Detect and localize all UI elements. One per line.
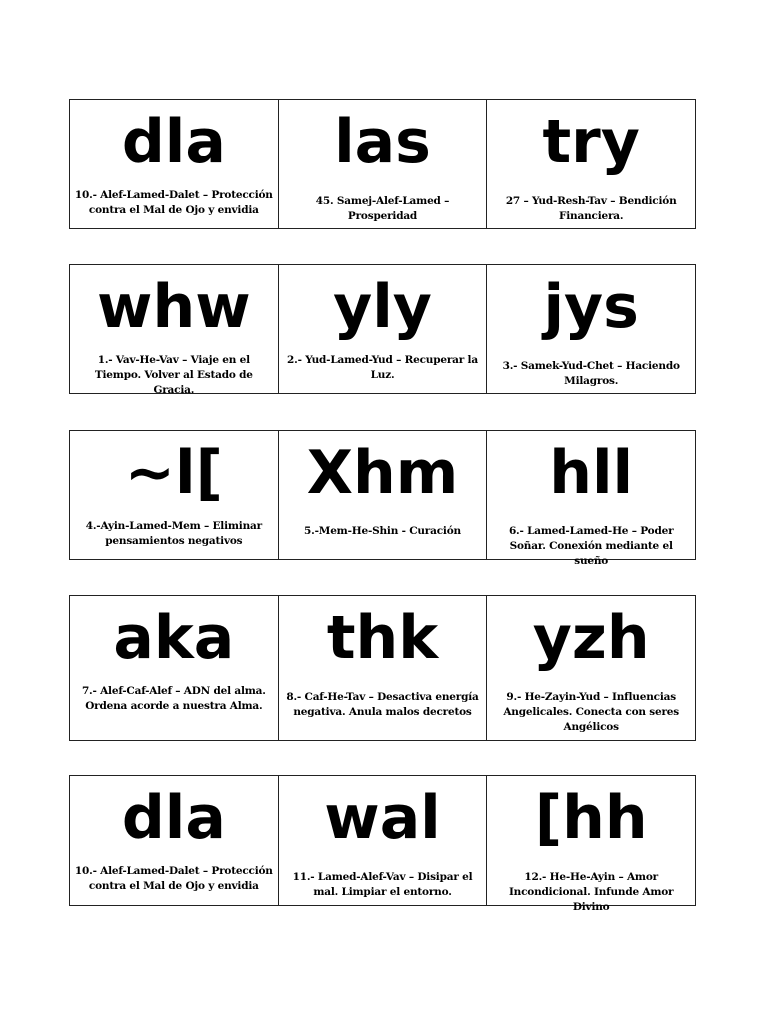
card-row-3 [69,430,696,567]
name-card [487,776,695,913]
card-letters: thk [326,603,439,673]
card-description: 27 – Yud-Resh-Tav – Bendición Financiera. [505,195,677,222]
name-card [70,776,279,905]
card-letters: las [334,107,431,177]
card-description: 45. Samej-Alef-Lamed – Prosperidad [315,195,450,222]
card-letters: whw [97,272,251,342]
card-description: 3.- Samek-Yud-Chet – Haciendo Milagros. [502,360,680,387]
card-description: 9.- He-Zayin-Yud – Influencias Angelicales. Conecta con seres Angélicos [503,691,679,733]
card-row-2 [69,264,696,394]
card-letters: dla [121,107,226,177]
name-card [487,265,695,393]
card-description: 10.- Alef-Lamed-Dalet – Protección contra el Mal de Ojo y envidia [74,189,273,216]
name-card [70,265,279,396]
card-description: 4.-Ayin-Lamed-Mem – Eliminar pensamientos negativos [85,520,262,547]
name-card [279,596,488,740]
card-description: 12.- He-He-Ayin – Amor Incondicional. Infunde Amor Divino [508,871,674,913]
card-description: 7.- Alef-Caf-Alef – ADN del alma. Ordena acorde a nuestra Alma. [81,685,266,712]
card-description: 10.- Alef-Lamed-Dalet – Protección contra el Mal de Ojo y envidia [74,865,273,892]
card-letters: yzh [532,603,650,673]
name-card [279,776,488,905]
card-letters: try [542,107,640,177]
name-card [279,431,488,559]
name-card [279,265,488,393]
card-letters: hll [549,438,634,508]
name-card [487,431,695,567]
card-letters: jys [543,272,639,342]
card-description: 1.- Vav-He-Vav – Viaje en el Tiempo. Volver al Estado de Gracia. [94,354,253,396]
card-description: 5.-Mem-He-Shin - Curación [304,525,461,537]
card-row-1 [69,99,696,229]
card-row-5 [69,775,696,913]
card-description: 2.- Yud-Lamed-Yud – Recuperar la Luz. [287,354,478,381]
card-description: 11.- Lamed-Alef-Vav – Disipar el mal. Limpiar el entorno. [292,871,473,898]
card-description: 6.- Lamed-Lamed-He – Poder Soñar. Conexión mediante el sueño [508,525,674,567]
card-letters: aka [113,603,235,673]
name-card [279,100,488,228]
name-card [487,596,695,740]
name-card [70,596,279,740]
card-row-4 [69,595,696,741]
card-letters: ~l[ [124,438,223,508]
card-letters: wal [324,783,441,853]
name-card [487,100,695,228]
card-letters: Xhm [306,438,459,508]
card-letters: [hh [534,783,648,853]
card-description: 8.- Caf-He-Tav – Desactiva energía negativa. Anula malos decretos [286,691,479,718]
card-letters: yly [333,272,432,342]
name-card [70,100,279,228]
name-card [70,431,279,559]
card-letters: dla [121,783,226,853]
